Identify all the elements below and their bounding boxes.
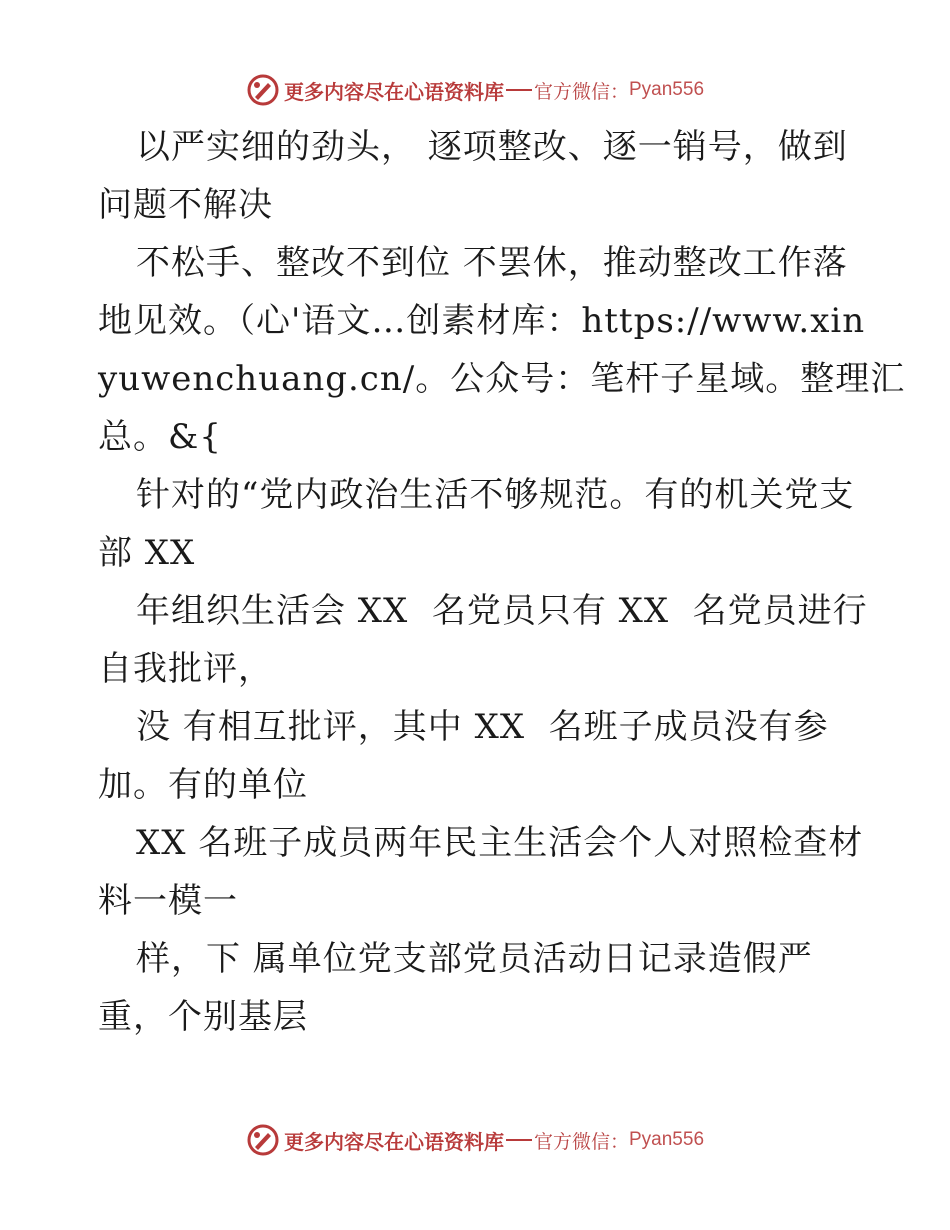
body-line: 重，个别基层 bbox=[98, 997, 308, 1037]
header-wechat-id: Pyan556 bbox=[629, 79, 705, 100]
header-wechat-label: 官方微信： bbox=[533, 80, 629, 103]
body-line: 加。有的单位 bbox=[98, 765, 308, 805]
body-line: 年组织生活会 XX 名党员只有 XX 名党员进行 bbox=[136, 591, 868, 631]
pen-seal-logo-icon bbox=[246, 73, 280, 107]
body-line: 地见效。（心'语文…创素材库：https://www.xin bbox=[98, 301, 866, 341]
header-brand-text: 更多内容尽在心语资料库 bbox=[283, 79, 504, 104]
body-line: 针对的“党内政治生活不够规范。有的机关党支 bbox=[136, 475, 855, 515]
footer-banner bbox=[0, 1120, 950, 1160]
footer-brand-text: 更多内容尽在心语资料库 bbox=[283, 1129, 504, 1154]
header-dash bbox=[506, 89, 532, 91]
body-line: 总。&{ bbox=[98, 417, 222, 457]
pen-seal-logo-icon bbox=[246, 1123, 280, 1157]
body-line: 不松手、整改不到位 不罢休，推动整改工作落 bbox=[136, 243, 848, 283]
body-line: 问题不解决 bbox=[98, 185, 273, 225]
body-line: 部 XX bbox=[98, 533, 196, 573]
body-line: 料一模一 bbox=[98, 881, 238, 921]
header-banner bbox=[0, 70, 950, 110]
footer-wechat-id: Pyan556 bbox=[629, 1129, 705, 1150]
footer-dash bbox=[506, 1139, 532, 1141]
body-line: 样，下 属单位党支部党员活动日记录造假严 bbox=[136, 939, 813, 979]
body-line: 没 有相互批评，其中 XX 名班子成员没有参 bbox=[136, 707, 829, 747]
body-line: 以严实细的劲头， 逐项整改、逐一销号，做到 bbox=[136, 127, 848, 167]
document-body bbox=[98, 118, 906, 1046]
footer-wechat-label: 官方微信： bbox=[533, 1130, 629, 1153]
body-line: yuwenchuang.cn/。公众号：笔杆子星域。整理汇 bbox=[98, 359, 906, 399]
body-line: 自我批评， bbox=[98, 649, 273, 689]
body-line: XX 名班子成员两年民主生活会个人对照检查材 bbox=[136, 823, 864, 863]
